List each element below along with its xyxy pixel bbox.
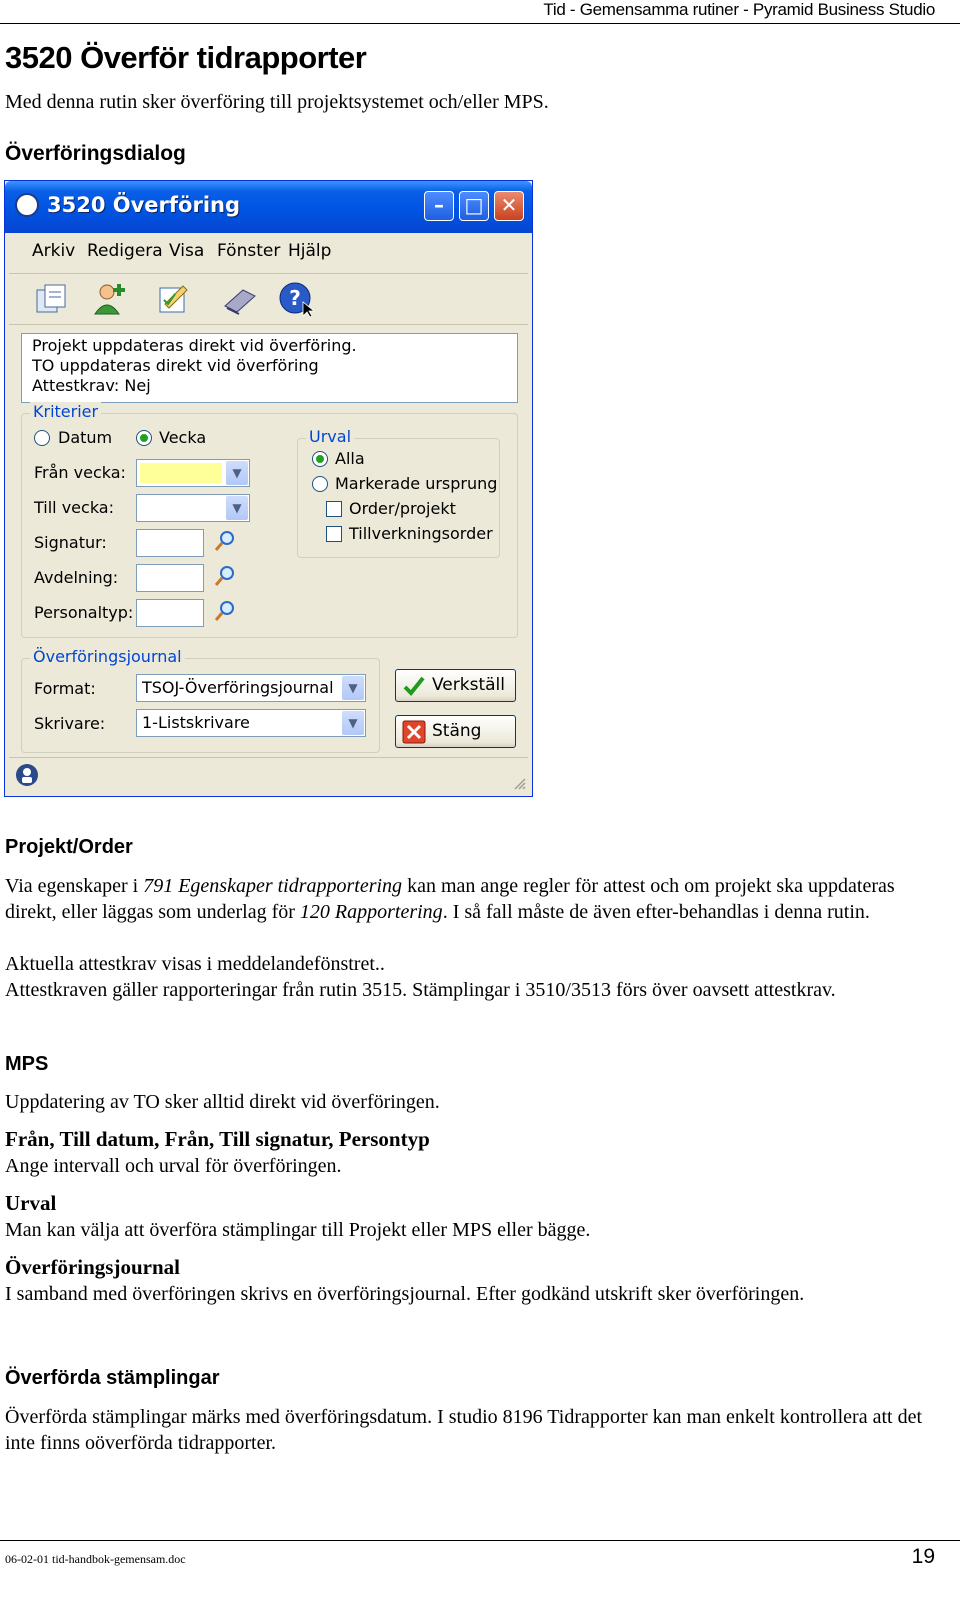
close-button-label: Stäng xyxy=(432,721,482,741)
checkbox-order-projekt-label: Order/projekt xyxy=(349,499,456,518)
app-icon xyxy=(15,193,39,217)
message-line: Projekt uppdateras direkt vid överföring. xyxy=(32,336,357,355)
footer-rule xyxy=(0,1540,960,1541)
status-bar xyxy=(9,757,528,792)
dialog-caption: Överföringsdialog xyxy=(5,142,186,165)
message-line: TO uppdateras direkt vid överföring xyxy=(32,356,319,375)
overforda-paragraph: Överförda stämplingar märks med överföringsdatum. I studio 8196 Tidrapporter kan man enkelt kontrollera att det inte finns oöverförda tidrapporter. xyxy=(5,1406,923,1454)
personaltyp-field[interactable] xyxy=(136,599,204,627)
close-button[interactable] xyxy=(395,715,516,748)
journal-label: Överföringsjournal xyxy=(30,647,185,666)
mps-paragraph: Uppdatering av TO sker alltid direkt vid överföringen. xyxy=(5,1091,440,1113)
menu-fonster[interactable]: Fönster xyxy=(217,241,281,261)
execute-button[interactable] xyxy=(395,669,516,702)
to-week-label: Till vecka: xyxy=(34,498,114,517)
close-icon xyxy=(402,720,426,744)
edit-icon[interactable] xyxy=(155,280,193,318)
resize-grip-icon[interactable] xyxy=(512,776,526,790)
title-bar xyxy=(5,181,532,233)
copy-icon[interactable] xyxy=(33,280,71,318)
window-title: 3520 Överföring xyxy=(47,193,240,217)
format-value: TSOJ-Överföringsjournal xyxy=(142,678,334,697)
journal-paragraph: I samband med överföringen skrivs en överföringsjournal. Efter godkänd utskrift sker överföringen. xyxy=(5,1283,805,1305)
radio-alla-label: Alla xyxy=(335,449,365,468)
page-number: 19 xyxy=(911,1545,935,1568)
toolbar xyxy=(9,274,528,325)
chevron-down-icon: ▼ xyxy=(226,496,248,520)
urval-paragraph: Man kan välja att överföra stämplingar till Projekt eller MPS eller bägge. xyxy=(5,1219,591,1241)
user-icon xyxy=(15,763,39,787)
format-select[interactable] xyxy=(136,674,366,702)
avdelning-label: Avdelning: xyxy=(34,568,119,587)
journal-group xyxy=(21,647,380,753)
search-icon[interactable] xyxy=(213,529,237,553)
avdelning-field[interactable] xyxy=(136,564,204,592)
projekt-order-paragraph: Via egenskaper i 791 Egenskaper tidrapportering kan man ange regler för attest och om projekt ska uppdateras direkt, eller läggas som underlag för 120 Rapportering. I så fall måste de även efter-behandlas i denna rutin. xyxy=(5,875,895,923)
from-week-select[interactable] xyxy=(136,459,250,487)
maximize-icon[interactable]: □ xyxy=(459,191,489,221)
section-heading-overforda: Överförda stämplingar xyxy=(5,1367,220,1389)
required-highlight xyxy=(140,463,222,483)
radio-vecka[interactable] xyxy=(136,430,152,446)
document-header: Tid - Gemensamma rutiner - Pyramid Business Studio xyxy=(543,0,935,19)
message-box xyxy=(21,333,518,403)
checkbox-tillverkningsorder[interactable] xyxy=(326,526,342,542)
projekt-order-paragraph-3: Attestkraven gäller rapporteringar från rutin 3515. Stämplingar i 3510/3513 förs över oavsett attestkrav. xyxy=(5,979,836,1001)
signatur-field[interactable] xyxy=(136,529,204,557)
signatur-label: Signatur: xyxy=(34,533,107,552)
radio-datum[interactable] xyxy=(34,430,50,446)
menu-hjalp[interactable]: Hjälp xyxy=(288,241,332,261)
execute-button-label: Verkställ xyxy=(432,675,505,695)
checkmark-icon xyxy=(402,674,426,698)
book-icon[interactable] xyxy=(221,280,259,318)
subheading-journal: Överföringsjournal xyxy=(5,1255,180,1279)
radio-alla[interactable] xyxy=(312,451,328,467)
subheading-urval: Urval xyxy=(5,1191,57,1215)
section-heading-mps: MPS xyxy=(5,1053,49,1075)
personaltyp-label: Personaltyp: xyxy=(34,603,134,622)
skrivare-value: 1-Listskrivare xyxy=(142,713,250,732)
radio-datum-label: Datum xyxy=(58,428,113,447)
menu-arkiv[interactable]: Arkiv xyxy=(32,241,76,261)
search-icon[interactable] xyxy=(213,564,237,588)
radio-vecka-label: Vecka xyxy=(159,428,207,447)
fran-till-paragraph: Ange intervall och urval för överföringen. xyxy=(5,1155,342,1177)
footer-filename: 06-02-01 tid-handbok-gemensam.doc xyxy=(5,1552,186,1566)
menu-bar xyxy=(9,233,528,274)
to-week-select[interactable] xyxy=(136,494,250,522)
chevron-down-icon: ▼ xyxy=(342,676,364,700)
checkbox-order-projekt[interactable] xyxy=(326,501,342,517)
projekt-order-paragraph-2: Aktuella attestkrav visas i meddelandefönstret.. xyxy=(5,953,385,975)
message-line: Attestkrav: Nej xyxy=(32,376,151,395)
chevron-down-icon: ▼ xyxy=(342,711,364,735)
minimize-icon[interactable]: – xyxy=(424,191,454,221)
page-title: 3520 Överför tidrapporter xyxy=(5,40,367,75)
intro-text: Med denna rutin sker överföring till projektsystemet och/eller MPS. xyxy=(5,91,549,113)
menu-visa[interactable]: Visa xyxy=(169,241,205,261)
section-heading-projekt-order: Projekt/Order xyxy=(5,836,133,858)
from-week-label: Från vecka: xyxy=(34,463,126,482)
radio-markerade-label: Markerade ursprung xyxy=(335,474,498,493)
format-label: Format: xyxy=(34,679,96,698)
urval-label: Urval xyxy=(306,427,354,446)
checkbox-tillverkningsorder-label: Tillverkningsorder xyxy=(349,524,493,543)
subheading-fran-till: Från, Till datum, Från, Till signatur, Persontyp xyxy=(5,1127,430,1151)
radio-markerade-ursprung[interactable] xyxy=(312,476,328,492)
header-rule xyxy=(0,23,960,24)
kriterier-label: Kriterier xyxy=(30,402,101,421)
skrivare-select[interactable] xyxy=(136,709,366,737)
menu-redigera[interactable]: Redigera xyxy=(87,241,163,261)
add-user-icon[interactable] xyxy=(91,280,129,318)
chevron-down-icon: ▼ xyxy=(226,461,248,485)
search-icon[interactable] xyxy=(213,599,237,623)
svg-text:?: ? xyxy=(289,286,301,310)
transfer-dialog xyxy=(4,180,533,797)
close-icon[interactable]: ✕ xyxy=(494,191,524,221)
skrivare-label: Skrivare: xyxy=(34,714,106,733)
help-icon[interactable] xyxy=(277,280,315,318)
